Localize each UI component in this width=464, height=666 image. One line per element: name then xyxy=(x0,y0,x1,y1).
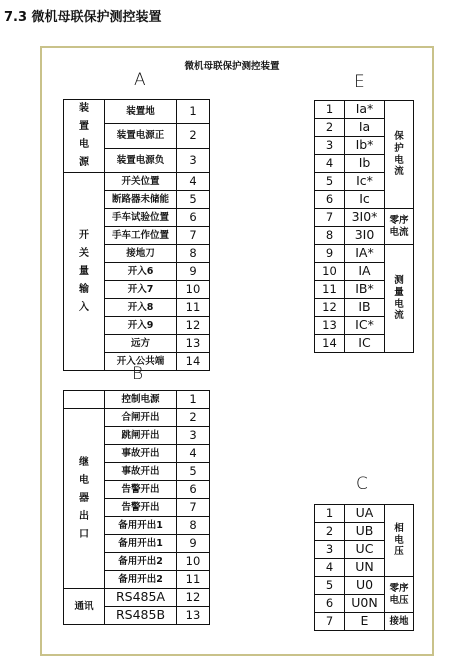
block-a-letter: A xyxy=(134,70,146,90)
terminal-number: 2 xyxy=(177,124,210,148)
terminal-name: RS485B xyxy=(105,607,177,625)
terminal-number: 3 xyxy=(315,541,345,559)
terminal-name: 开入8 xyxy=(105,299,177,317)
terminal-number: 2 xyxy=(315,119,345,137)
terminal-number: 8 xyxy=(177,517,210,535)
terminal-name: 合闸开出 xyxy=(105,409,177,427)
terminal-signal: IA xyxy=(345,263,385,281)
terminal-name: 开入公共端 xyxy=(105,353,177,371)
terminal-number: 10 xyxy=(315,263,345,281)
terminal-number: 8 xyxy=(177,245,210,263)
terminal-number: 6 xyxy=(177,209,210,227)
terminal-name: 跳闸开出 xyxy=(105,427,177,445)
block-e-letter: E xyxy=(354,72,365,92)
terminal-name: 事故开出 xyxy=(105,463,177,481)
terminal-name: 备用开出2 xyxy=(105,553,177,571)
group-label: 保护电流 xyxy=(385,101,414,209)
terminal-number: 11 xyxy=(315,281,345,299)
terminal-number: 6 xyxy=(315,191,345,209)
terminal-name: 断路器未储能 xyxy=(105,191,177,209)
terminal-number: 11 xyxy=(177,571,210,589)
terminal-signal: Ia* xyxy=(345,101,385,119)
terminal-name: 备用开出1 xyxy=(105,517,177,535)
terminal-number: 8 xyxy=(315,227,345,245)
terminal-name: 装置地 xyxy=(105,100,177,124)
terminal-signal: IB xyxy=(345,299,385,317)
terminal-number: 10 xyxy=(177,281,210,299)
terminal-number: 4 xyxy=(177,173,210,191)
terminal-number: 7 xyxy=(177,499,210,517)
terminal-name: 告警开出 xyxy=(105,499,177,517)
device-title: 微机母联保护测控装置 xyxy=(184,61,280,72)
terminal-name: 接地刀 xyxy=(105,245,177,263)
terminal-signal: IA* xyxy=(345,245,385,263)
terminal-name: 开关位置 xyxy=(105,173,177,191)
section-heading: 7.3 微机母联保护测控装置 xyxy=(4,10,162,25)
terminal-number: 13 xyxy=(177,335,210,353)
terminal-number: 9 xyxy=(177,263,210,281)
terminal-signal: Ic* xyxy=(345,173,385,191)
terminal-number: 1 xyxy=(315,101,345,119)
terminal-name: 开入6 xyxy=(105,263,177,281)
terminal-signal: U0N xyxy=(345,595,385,613)
terminal-number: 3 xyxy=(177,148,210,172)
terminal-number: 5 xyxy=(315,577,345,595)
terminal-table-e xyxy=(314,100,414,353)
terminal-number: 7 xyxy=(177,227,210,245)
terminal-number: 14 xyxy=(315,335,345,353)
terminal-number: 7 xyxy=(315,613,345,631)
terminal-number: 10 xyxy=(177,553,210,571)
terminal-number: 9 xyxy=(177,535,210,553)
terminal-signal: UC xyxy=(345,541,385,559)
terminal-row xyxy=(315,505,414,523)
terminal-number: 4 xyxy=(315,559,345,577)
terminal-signal: UA xyxy=(345,505,385,523)
terminal-row xyxy=(315,209,414,227)
terminal-number: 5 xyxy=(177,463,210,481)
terminal-signal: IC xyxy=(345,335,385,353)
terminal-row xyxy=(315,101,414,119)
terminal-number: 6 xyxy=(315,595,345,613)
terminal-row xyxy=(64,589,210,607)
terminal-number: 5 xyxy=(177,191,210,209)
terminal-number: 11 xyxy=(177,299,210,317)
terminal-row xyxy=(64,409,210,427)
group-label: 继电器出口 xyxy=(64,409,105,589)
terminal-row xyxy=(315,577,414,595)
terminal-name: 手车工作位置 xyxy=(105,227,177,245)
terminal-name: RS485A xyxy=(105,589,177,607)
terminal-number: 4 xyxy=(177,445,210,463)
terminal-signal: IB* xyxy=(345,281,385,299)
terminal-number: 1 xyxy=(177,391,210,409)
terminal-signal: 3I0* xyxy=(345,209,385,227)
terminal-number: 12 xyxy=(177,589,210,607)
terminal-number: 9 xyxy=(315,245,345,263)
terminal-number: 14 xyxy=(177,353,210,371)
terminal-number: 2 xyxy=(315,523,345,541)
terminal-row xyxy=(64,173,210,191)
group-label: 零序电压 xyxy=(385,577,414,613)
terminal-signal: UB xyxy=(345,523,385,541)
terminal-name: 远方 xyxy=(105,335,177,353)
group-label: 通讯 xyxy=(64,589,105,625)
group-label: 装置电源 xyxy=(64,100,105,173)
terminal-name: 事故开出 xyxy=(105,445,177,463)
terminal-number: 13 xyxy=(177,607,210,625)
terminal-name: 装置电源负 xyxy=(105,148,177,172)
terminal-number: 4 xyxy=(315,155,345,173)
terminal-table-b xyxy=(63,390,210,625)
terminal-name: 告警开出 xyxy=(105,481,177,499)
group-label xyxy=(64,391,105,409)
terminal-signal: UN xyxy=(345,559,385,577)
terminal-number: 3 xyxy=(315,137,345,155)
terminal-row xyxy=(315,245,414,263)
terminal-number: 12 xyxy=(315,299,345,317)
terminal-number: 12 xyxy=(177,317,210,335)
terminal-name: 备用开出2 xyxy=(105,571,177,589)
terminal-row xyxy=(315,613,414,631)
terminal-signal: Ic xyxy=(345,191,385,209)
terminal-number: 1 xyxy=(177,100,210,124)
group-label: 开关量输入 xyxy=(64,173,105,371)
terminal-number: 1 xyxy=(315,505,345,523)
terminal-name: 装置电源正 xyxy=(105,124,177,148)
terminal-number: 5 xyxy=(315,173,345,191)
terminal-name: 备用开出1 xyxy=(105,535,177,553)
terminal-row xyxy=(64,391,210,409)
terminal-name: 开入9 xyxy=(105,317,177,335)
terminal-row xyxy=(64,100,210,124)
terminal-signal: Ia xyxy=(345,119,385,137)
terminal-name: 手车试验位置 xyxy=(105,209,177,227)
terminal-signal: U0 xyxy=(345,577,385,595)
terminal-signal: 3I0 xyxy=(345,227,385,245)
terminal-table-a xyxy=(63,99,210,371)
terminal-signal: E xyxy=(345,613,385,631)
block-c-letter: C xyxy=(356,474,368,494)
terminal-signal: IC* xyxy=(345,317,385,335)
terminal-number: 3 xyxy=(177,427,210,445)
group-label: 相电压 xyxy=(385,505,414,577)
terminal-number: 13 xyxy=(315,317,345,335)
terminal-number: 2 xyxy=(177,409,210,427)
terminal-signal: Ib* xyxy=(345,137,385,155)
group-label: 测量电流 xyxy=(385,245,414,353)
terminal-name: 控制电源 xyxy=(105,391,177,409)
group-label: 零序电流 xyxy=(385,209,414,245)
terminal-signal: Ib xyxy=(345,155,385,173)
terminal-table-c xyxy=(314,504,414,631)
terminal-number: 7 xyxy=(315,209,345,227)
terminal-number: 6 xyxy=(177,481,210,499)
group-label: 接地 xyxy=(385,613,414,631)
terminal-name: 开入7 xyxy=(105,281,177,299)
block-b-letter: B xyxy=(132,364,144,384)
